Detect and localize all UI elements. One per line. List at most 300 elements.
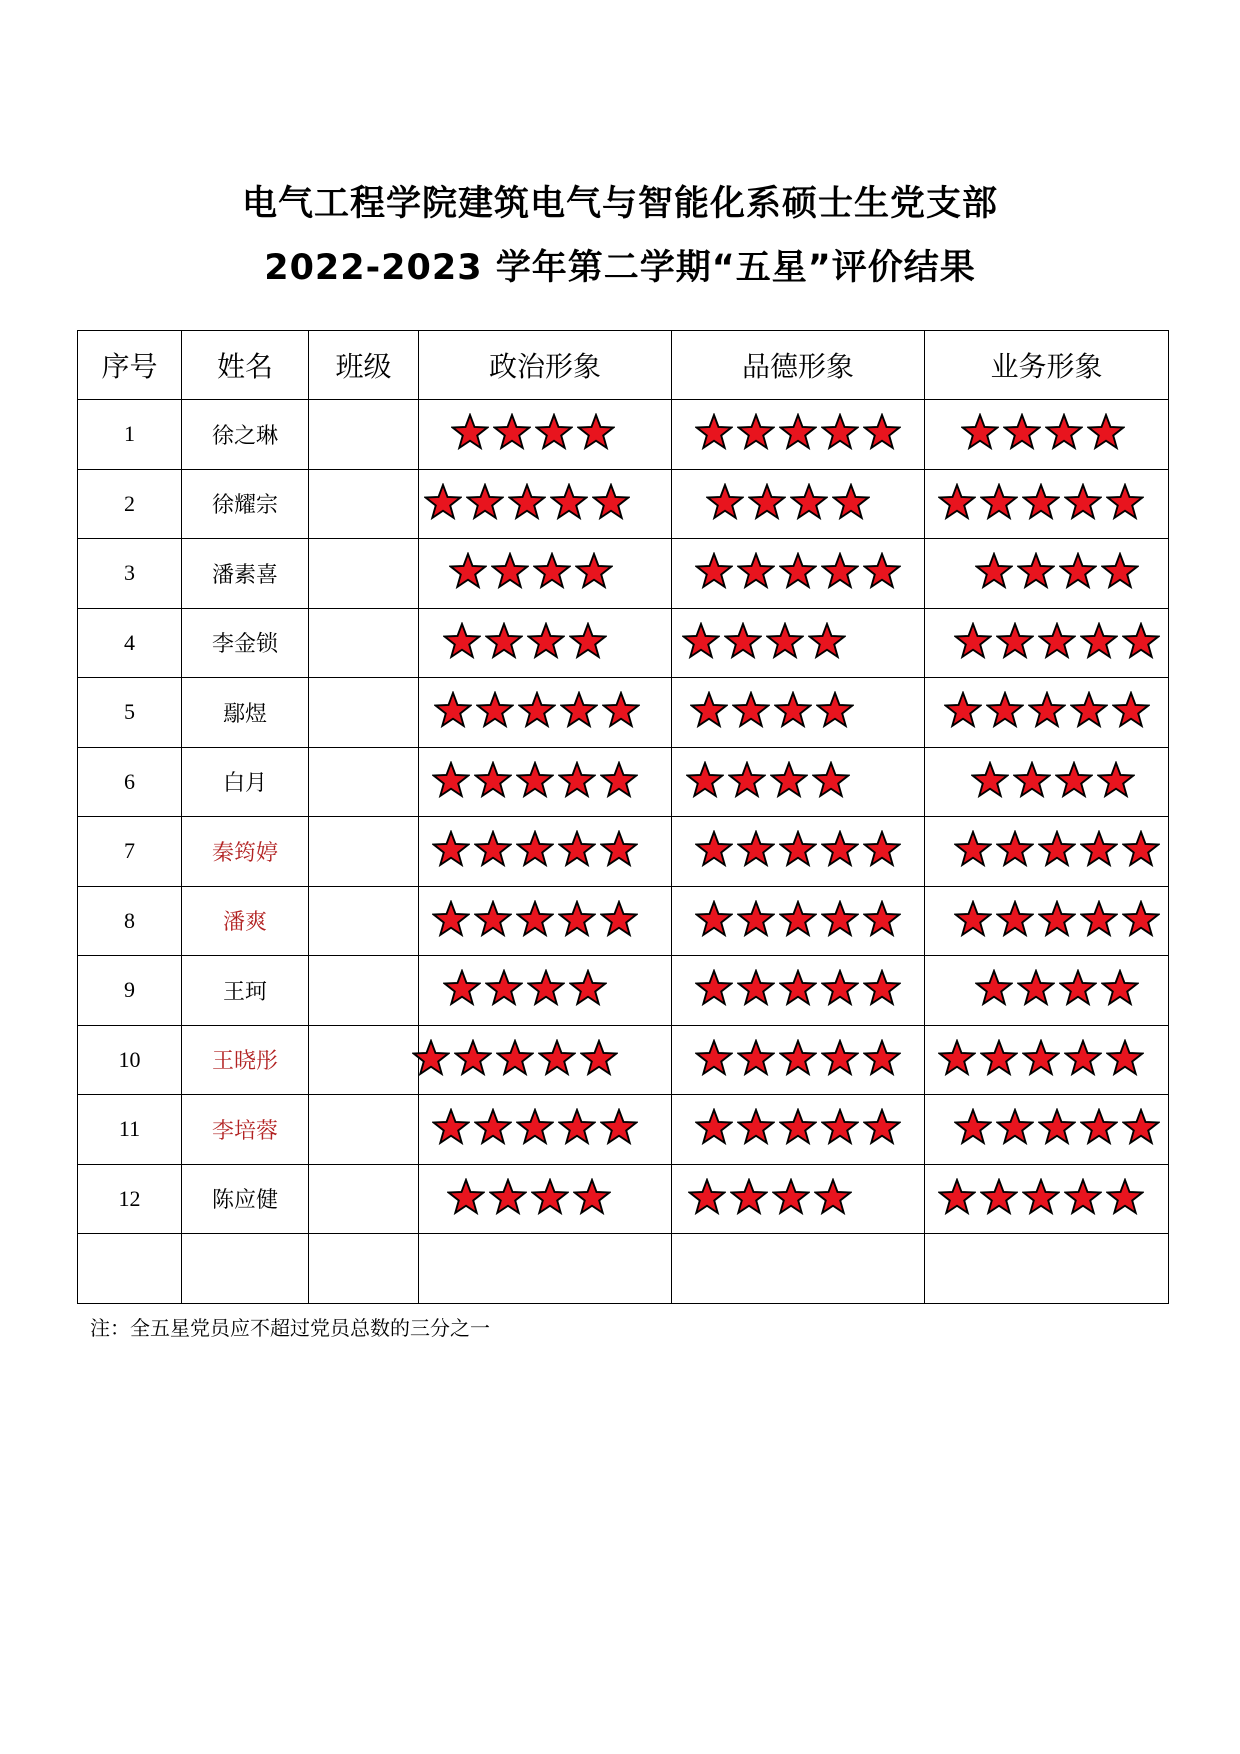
cell-empty [925, 1234, 1169, 1304]
star-icon [1022, 1178, 1060, 1216]
star-icon [986, 691, 1024, 729]
cell-politics-rating [419, 678, 672, 748]
star-icon [1064, 483, 1102, 521]
cell-business-rating [925, 678, 1169, 748]
title-line-1: 电气工程学院建筑电气与智能化系硕士生党支部 [241, 184, 998, 224]
star-icon [863, 969, 901, 1007]
cell-index: 8 [78, 886, 182, 956]
star-icon [779, 969, 817, 1007]
cell-morality-rating [672, 608, 925, 678]
star-icon [938, 1178, 976, 1216]
star-icon [1028, 691, 1066, 729]
cell-name: 陈应健 [182, 1164, 309, 1234]
star-icon [961, 413, 999, 451]
star-icon [766, 622, 804, 660]
star-rating [432, 761, 638, 799]
cell-politics-rating [419, 608, 672, 678]
star-icon [954, 622, 992, 660]
cell-politics-rating [419, 1025, 672, 1095]
cell-politics-rating [419, 1164, 672, 1234]
cell-business-rating [925, 1095, 1169, 1165]
header-morality: 品德形象 [672, 331, 925, 400]
cell-business-rating [925, 886, 1169, 956]
star-icon [466, 483, 504, 521]
cell-index: 1 [78, 400, 182, 470]
cell-index: 6 [78, 747, 182, 817]
cell-class [309, 1025, 419, 1095]
star-icon [516, 761, 554, 799]
cell-name: 李金锁 [182, 608, 309, 678]
star-icon [737, 413, 775, 451]
cell-class [309, 747, 419, 817]
cell-politics-rating [419, 817, 672, 887]
star-icon [695, 1039, 733, 1077]
cell-class [309, 678, 419, 748]
star-icon [1038, 900, 1076, 938]
star-icon [432, 761, 470, 799]
header-class: 班级 [309, 331, 419, 400]
star-icon [1017, 969, 1055, 1007]
star-icon [774, 691, 812, 729]
star-icon [1106, 483, 1144, 521]
star-icon [863, 552, 901, 590]
cell-morality-rating [672, 1095, 925, 1165]
star-icon [695, 830, 733, 868]
star-icon [447, 1178, 485, 1216]
star-icon [1045, 413, 1083, 451]
cell-index: 12 [78, 1164, 182, 1234]
star-icon [975, 552, 1013, 590]
star-rating [686, 761, 850, 799]
table-row [78, 956, 1169, 1026]
star-icon [808, 622, 846, 660]
star-rating [938, 483, 1144, 521]
cell-empty [419, 1234, 672, 1304]
star-icon [575, 552, 613, 590]
star-icon [533, 552, 571, 590]
star-icon [577, 413, 615, 451]
cell-politics-rating [419, 886, 672, 956]
star-icon [474, 1108, 512, 1146]
star-icon [996, 900, 1034, 938]
star-icon [474, 830, 512, 868]
star-icon [863, 900, 901, 938]
star-rating [938, 1039, 1144, 1077]
cell-business-rating [925, 400, 1169, 470]
star-rating [432, 830, 638, 868]
table-row [78, 747, 1169, 817]
star-icon [779, 1039, 817, 1077]
star-icon [474, 761, 512, 799]
star-icon [485, 622, 523, 660]
star-icon [821, 1039, 859, 1077]
cell-politics-rating [419, 1095, 672, 1165]
star-icon [724, 622, 762, 660]
cell-morality-rating [672, 400, 925, 470]
cell-business-rating [925, 539, 1169, 609]
cell-name: 潘素喜 [182, 539, 309, 609]
table-row [78, 1025, 1169, 1095]
table-row [78, 1095, 1169, 1165]
star-icon [1038, 830, 1076, 868]
cell-business-rating [925, 1025, 1169, 1095]
star-rating [443, 969, 607, 1007]
star-icon [1038, 1108, 1076, 1146]
star-icon [1022, 483, 1060, 521]
star-icon [434, 691, 472, 729]
cell-politics-rating [419, 956, 672, 1026]
cell-morality-rating [672, 1164, 925, 1234]
table-row [78, 608, 1169, 678]
cell-index: 3 [78, 539, 182, 609]
star-icon [1112, 691, 1150, 729]
star-icon [538, 1039, 576, 1077]
star-rating [695, 969, 901, 1007]
star-icon [600, 1108, 638, 1146]
table-row [78, 1164, 1169, 1234]
star-icon [516, 830, 554, 868]
star-icon [1059, 552, 1097, 590]
star-icon [1064, 1039, 1102, 1077]
star-icon [1080, 830, 1118, 868]
cell-class [309, 539, 419, 609]
star-rating [954, 830, 1160, 868]
star-icon [580, 1039, 618, 1077]
star-icon [527, 969, 565, 1007]
star-icon [1080, 1108, 1118, 1146]
star-rating [682, 622, 846, 660]
star-icon [812, 761, 850, 799]
star-icon [938, 1039, 976, 1077]
star-rating [424, 483, 630, 521]
star-icon [518, 691, 556, 729]
star-icon [814, 1178, 852, 1216]
star-icon [1080, 900, 1118, 938]
star-icon [424, 483, 462, 521]
star-rating [938, 1178, 1144, 1216]
star-icon [779, 830, 817, 868]
star-icon [569, 969, 607, 1007]
table-row [78, 539, 1169, 609]
cell-class [309, 1095, 419, 1165]
star-icon [770, 761, 808, 799]
star-rating [954, 622, 1160, 660]
star-icon [592, 483, 630, 521]
star-icon [863, 413, 901, 451]
cell-morality-rating [672, 1025, 925, 1095]
star-icon [790, 483, 828, 521]
star-icon [779, 1108, 817, 1146]
cell-morality-rating [672, 817, 925, 887]
star-icon [688, 1178, 726, 1216]
star-icon [695, 900, 733, 938]
star-icon [954, 900, 992, 938]
star-icon [975, 969, 1013, 1007]
cell-index: 4 [78, 608, 182, 678]
cell-class [309, 817, 419, 887]
star-rating [954, 900, 1160, 938]
star-icon [821, 969, 859, 1007]
header-index: 序号 [78, 331, 182, 400]
cell-name: 秦筠婷 [182, 817, 309, 887]
star-icon [821, 900, 859, 938]
table-row-empty [78, 1234, 1169, 1304]
star-icon [432, 1108, 470, 1146]
star-icon [954, 1108, 992, 1146]
star-icon [443, 969, 481, 1007]
cell-class [309, 608, 419, 678]
star-icon [412, 1039, 450, 1077]
star-rating [695, 1108, 901, 1146]
star-icon [491, 552, 529, 590]
star-rating [443, 622, 607, 660]
star-rating [695, 413, 901, 451]
star-icon [996, 830, 1034, 868]
star-icon [558, 1108, 596, 1146]
star-icon [863, 830, 901, 868]
star-rating [688, 1178, 852, 1216]
cell-morality-rating [672, 678, 925, 748]
star-icon [1101, 552, 1139, 590]
cell-politics-rating [419, 747, 672, 817]
star-rating [971, 761, 1135, 799]
star-rating [449, 552, 613, 590]
star-rating [432, 1108, 638, 1146]
star-rating [975, 969, 1139, 1007]
cell-business-rating [925, 956, 1169, 1026]
star-icon [980, 483, 1018, 521]
star-icon [1070, 691, 1108, 729]
cell-class [309, 469, 419, 539]
cell-class [309, 956, 419, 1026]
cell-name: 王珂 [182, 956, 309, 1026]
star-rating [690, 691, 854, 729]
star-icon [449, 552, 487, 590]
star-icon [474, 900, 512, 938]
star-icon [695, 552, 733, 590]
star-rating [944, 691, 1150, 729]
star-icon [1122, 622, 1160, 660]
star-rating [695, 830, 901, 868]
star-rating [954, 1108, 1160, 1146]
star-icon [737, 969, 775, 1007]
star-rating [695, 900, 901, 938]
star-icon [1022, 1039, 1060, 1077]
cell-business-rating [925, 747, 1169, 817]
star-icon [779, 552, 817, 590]
star-icon [1055, 761, 1093, 799]
cell-name: 徐耀宗 [182, 469, 309, 539]
star-icon [454, 1039, 492, 1077]
title-line-2: 2022-2023 学年第二学期“五星”评价结果 [264, 248, 976, 288]
star-icon [1101, 969, 1139, 1007]
star-icon [496, 1039, 534, 1077]
star-icon [728, 761, 766, 799]
star-icon [1064, 1178, 1102, 1216]
star-icon [527, 622, 565, 660]
star-icon [695, 969, 733, 1007]
star-icon [600, 830, 638, 868]
star-icon [954, 830, 992, 868]
cell-empty [672, 1234, 925, 1304]
star-icon [779, 900, 817, 938]
star-rating [412, 1039, 618, 1077]
cell-index: 9 [78, 956, 182, 1026]
star-icon [938, 483, 976, 521]
cell-class [309, 1164, 419, 1234]
table-header-row [78, 331, 1169, 400]
star-icon [600, 761, 638, 799]
cell-index: 11 [78, 1095, 182, 1165]
star-icon [569, 622, 607, 660]
star-icon [1097, 761, 1135, 799]
star-icon [695, 413, 733, 451]
star-icon [863, 1108, 901, 1146]
table-row [78, 678, 1169, 748]
star-icon [737, 900, 775, 938]
star-icon [1013, 761, 1051, 799]
star-icon [476, 691, 514, 729]
star-icon [1106, 1039, 1144, 1077]
star-icon [821, 1108, 859, 1146]
star-icon [560, 691, 598, 729]
star-icon [944, 691, 982, 729]
star-rating [695, 552, 901, 590]
star-icon [443, 622, 481, 660]
star-icon [432, 900, 470, 938]
star-icon [816, 691, 854, 729]
star-rating [961, 413, 1125, 451]
star-icon [690, 691, 728, 729]
header-name: 姓名 [182, 331, 309, 400]
star-icon [489, 1178, 527, 1216]
star-icon [821, 830, 859, 868]
star-icon [485, 969, 523, 1007]
cell-index: 5 [78, 678, 182, 748]
star-icon [516, 900, 554, 938]
star-icon [996, 622, 1034, 660]
star-rating [451, 413, 615, 451]
header-business: 业务形象 [925, 331, 1169, 400]
evaluation-table [77, 330, 1169, 1304]
star-icon [558, 830, 596, 868]
cell-business-rating [925, 469, 1169, 539]
cell-name: 鄢煜 [182, 678, 309, 748]
star-icon [996, 1108, 1034, 1146]
star-icon [730, 1178, 768, 1216]
cell-name: 王晓彤 [182, 1025, 309, 1095]
star-icon [686, 761, 724, 799]
star-icon [535, 413, 573, 451]
cell-class [309, 400, 419, 470]
star-icon [980, 1039, 1018, 1077]
cell-morality-rating [672, 886, 925, 956]
table-row [78, 469, 1169, 539]
cell-index: 7 [78, 817, 182, 887]
star-icon [1080, 622, 1118, 660]
cell-empty [78, 1234, 182, 1304]
star-rating [706, 483, 870, 521]
star-icon [1122, 830, 1160, 868]
cell-name: 徐之琳 [182, 400, 309, 470]
cell-politics-rating [419, 400, 672, 470]
star-rating [432, 900, 638, 938]
star-icon [732, 691, 770, 729]
star-icon [531, 1178, 569, 1216]
table-row [78, 400, 1169, 470]
table-row [78, 817, 1169, 887]
cell-politics-rating [419, 539, 672, 609]
star-icon [772, 1178, 810, 1216]
star-icon [516, 1108, 554, 1146]
star-icon [1038, 622, 1076, 660]
star-icon [1122, 900, 1160, 938]
cell-business-rating [925, 1164, 1169, 1234]
star-icon [748, 483, 786, 521]
cell-morality-rating [672, 956, 925, 1026]
cell-politics-rating [419, 469, 672, 539]
star-icon [863, 1039, 901, 1077]
star-icon [451, 413, 489, 451]
star-icon [779, 413, 817, 451]
star-icon [821, 413, 859, 451]
cell-index: 10 [78, 1025, 182, 1095]
star-icon [550, 483, 588, 521]
star-icon [1003, 413, 1041, 451]
star-icon [1122, 1108, 1160, 1146]
cell-index: 2 [78, 469, 182, 539]
star-rating [447, 1178, 611, 1216]
star-icon [432, 830, 470, 868]
cell-empty [309, 1234, 419, 1304]
star-rating [695, 1039, 901, 1077]
table-row [78, 886, 1169, 956]
star-icon [737, 552, 775, 590]
star-icon [602, 691, 640, 729]
star-icon [737, 1039, 775, 1077]
star-icon [832, 483, 870, 521]
cell-class [309, 886, 419, 956]
star-icon [695, 1108, 733, 1146]
star-icon [493, 413, 531, 451]
cell-business-rating [925, 608, 1169, 678]
cell-morality-rating [672, 539, 925, 609]
cell-morality-rating [672, 469, 925, 539]
star-icon [558, 761, 596, 799]
star-icon [558, 900, 596, 938]
cell-name: 李培蓉 [182, 1095, 309, 1165]
star-rating [975, 552, 1139, 590]
star-icon [508, 483, 546, 521]
star-icon [1059, 969, 1097, 1007]
cell-name: 潘爽 [182, 886, 309, 956]
star-icon [1087, 413, 1125, 451]
star-icon [1017, 552, 1055, 590]
star-icon [821, 552, 859, 590]
star-rating [434, 691, 640, 729]
star-icon [737, 830, 775, 868]
star-icon [1106, 1178, 1144, 1216]
star-icon [706, 483, 744, 521]
star-icon [971, 761, 1009, 799]
cell-morality-rating [672, 747, 925, 817]
star-icon [573, 1178, 611, 1216]
cell-empty [182, 1234, 309, 1304]
header-politics: 政治形象 [419, 331, 672, 400]
footnote: 注：全五星党员应不超过党员总数的三分之一 [90, 1316, 490, 1340]
star-icon [682, 622, 720, 660]
cell-business-rating [925, 817, 1169, 887]
